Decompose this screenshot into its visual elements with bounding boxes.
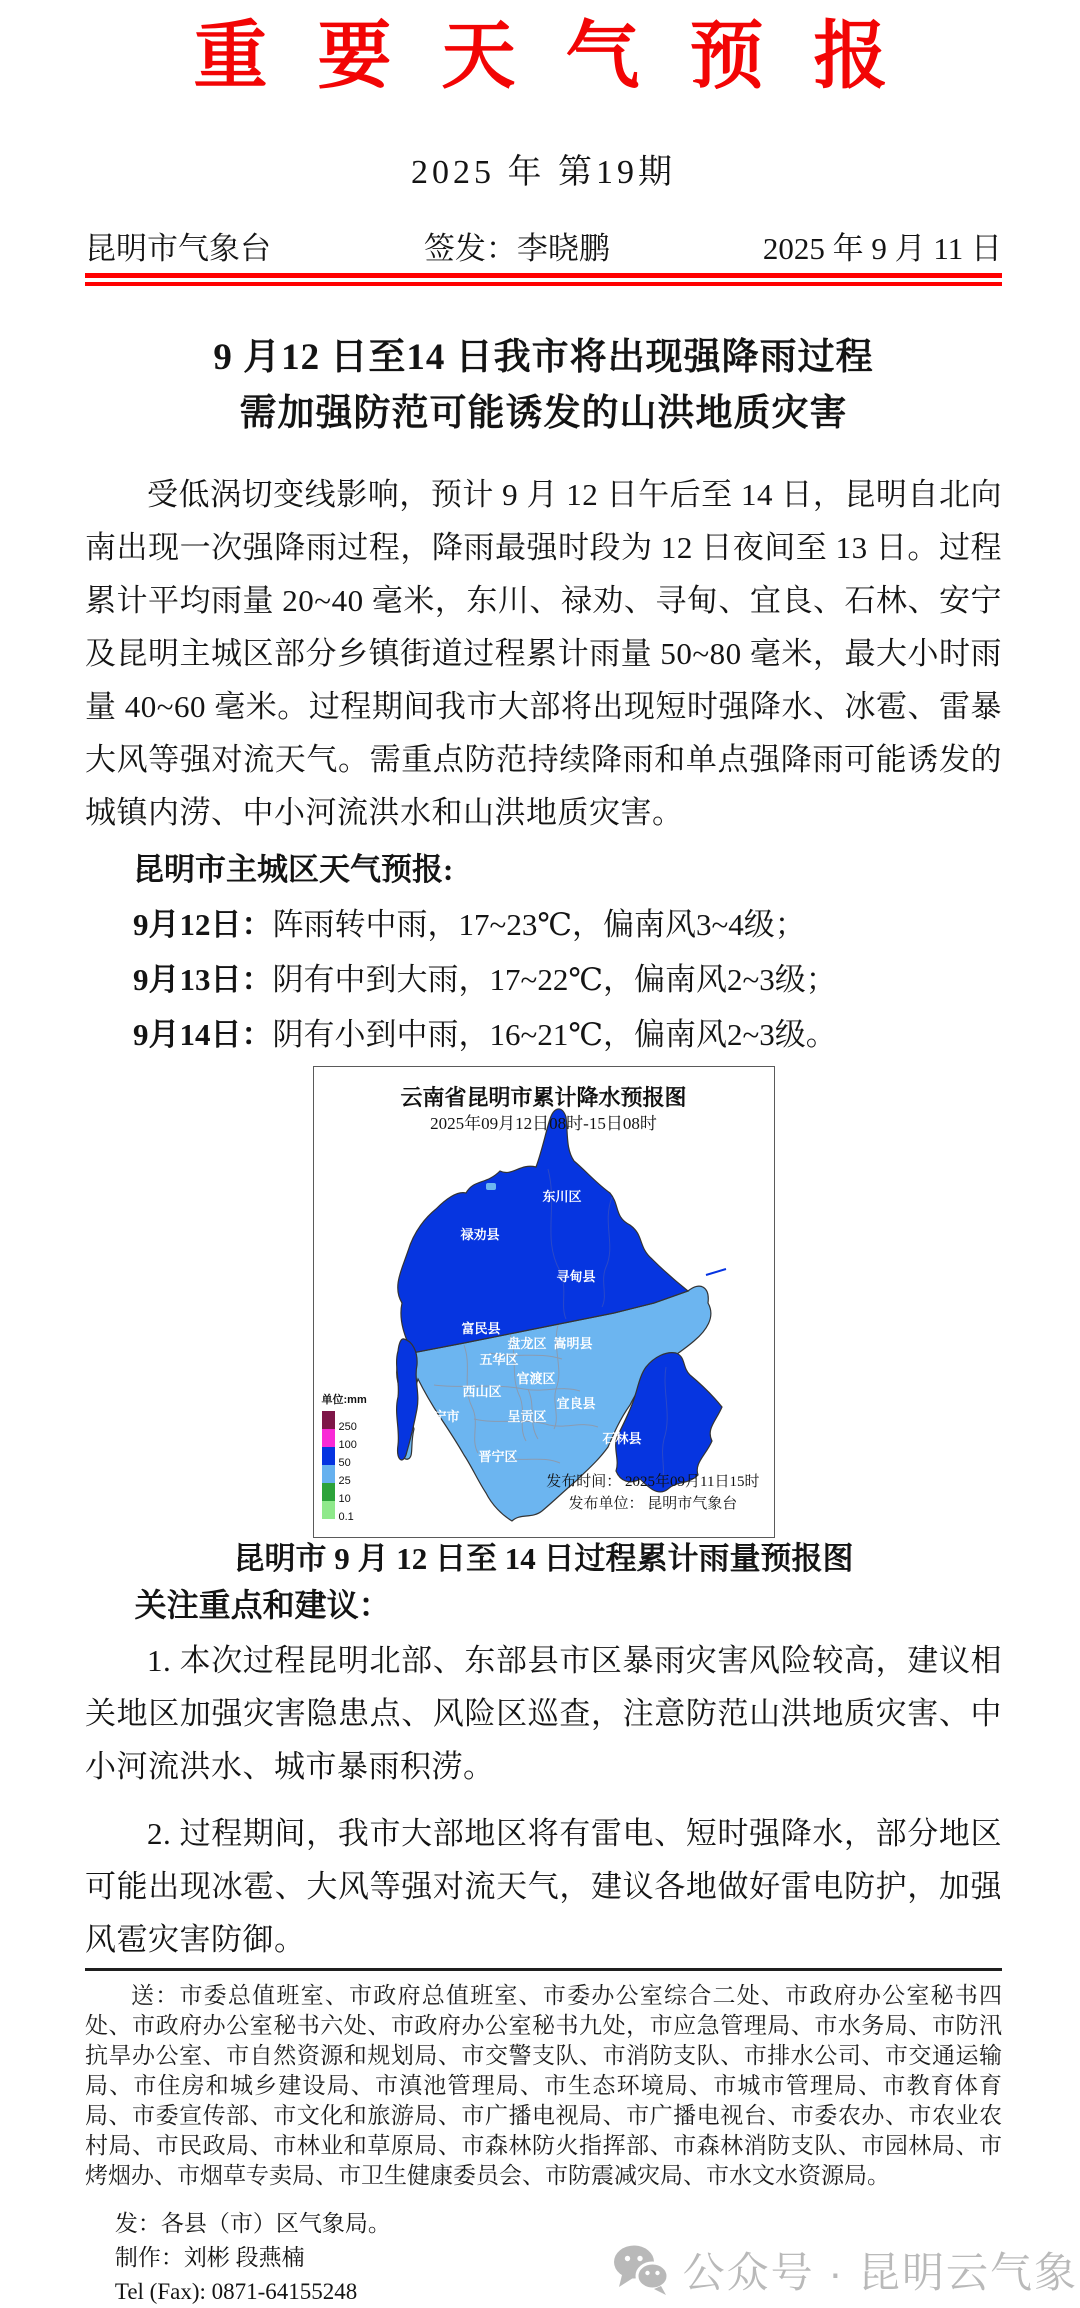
map-issue-info <box>546 1471 759 1515</box>
legend-title: 单位:mm <box>321 1394 367 1406</box>
forecast-line-day1 <box>85 897 1002 952</box>
district-label: 安宁市 <box>419 1409 460 1424</box>
main-heading <box>85 330 1002 442</box>
map-issued-by: 发布单位： 昆明市气象台 <box>568 1496 738 1512</box>
district-label: 五华区 <box>478 1352 519 1367</box>
tel-fax-line: Tel (Fax): 0871-64155248 <box>114 2279 358 2304</box>
map-detail-line <box>706 1269 726 1275</box>
forecast-text: 阴有中到大雨，17~22℃，偏南风2~3级； <box>272 962 837 997</box>
forecast-date: 9月12日： <box>133 907 273 942</box>
legend-label: 25 <box>338 1475 351 1487</box>
legend-swatch <box>322 1429 335 1447</box>
legend-swatch <box>322 1465 335 1483</box>
issue-number: 2025 年 第19期 <box>411 154 676 191</box>
footer-rule <box>85 1968 1002 1971</box>
produced-by-line: 制作：刘彬 段燕楠 <box>114 2245 305 2270</box>
city-forecast-title: 昆明市主城区天气预报: <box>133 852 454 887</box>
legend-swatch <box>322 1501 335 1519</box>
forecast-date: 9月13日： <box>133 962 273 997</box>
district-label: 盘龙区 <box>506 1336 547 1351</box>
legend-swatch <box>322 1447 335 1465</box>
map-title: 云南省昆明市累计降水预报图 <box>400 1085 687 1110</box>
district-label: 宜良县 <box>555 1396 596 1411</box>
legend-label: 0.1 <box>338 1511 354 1523</box>
map-legend-rows <box>322 1411 367 1523</box>
heading-line-2: 需加强防范可能诱发的山洪地质灾害 <box>239 393 848 434</box>
forecast-text: 阴有小到中雨，16~21℃，偏南风2~3级。 <box>272 1017 837 1052</box>
wechat-icon <box>611 2243 671 2297</box>
district-label: 嵩明县 <box>552 1336 593 1351</box>
forecast-line-day2 <box>85 952 1002 1007</box>
distribution-list: 送：市委总值班室、市政府总值班室、市委办公室综合二处、市政府办公室秘书四处、市政府办公室秘书六处、市政府办公室秘书九处，市应急管理局、市水务局、市防汛抗旱办公室、市自然资源和规划局、市交警支队、市消防支队、市排水公司、市交通运输局、市住房和城乡建设局、市滇池管理局、市生态环境局、市城市管理局、市教育体育局、市委宣传部、市文化和旅游局、市广播电视局、市广播电视台、市委农办、市农业农村局、市民政局、市林业和草原局、市森林防火指挥部、市森林消防支队、市园林局、市烤烟办、市烟草专卖局、市卫生健康委员会、市防震减灾局、市水文水资源局。 <box>85 1983 1002 2188</box>
city-forecast-list <box>85 897 1002 1062</box>
district-label: 石林县 <box>601 1431 642 1446</box>
kunming-map <box>314 1067 774 1537</box>
legend-row <box>322 1411 367 1433</box>
district-label: 晋宁区 <box>477 1449 518 1464</box>
district-label: 东川区 <box>541 1189 582 1204</box>
map-caption: 昆明市 9 月 12 日至 14 日过程累计雨量预报图 <box>233 1541 854 1576</box>
document-header-row <box>85 229 1002 269</box>
legend-swatch <box>322 1483 335 1501</box>
rainfall-legend <box>321 1391 367 1523</box>
precipitation-map-figure <box>313 1066 775 1538</box>
legend-label: 50 <box>338 1457 351 1469</box>
legend-swatch <box>322 1411 335 1429</box>
district-label: 西山区 <box>461 1384 502 1399</box>
forecast-date: 9月14日： <box>133 1017 273 1052</box>
forecast-text: 阵雨转中雨，17~23℃，偏南风3~4级； <box>272 907 806 942</box>
legend-label: 250 <box>338 1421 357 1433</box>
map-region-heavy-rain-west <box>396 1339 417 1460</box>
map-issued-time: 发布时间： 2025年09月11日15时 <box>546 1474 760 1490</box>
heading-line-1: 9 月12 日至14 日我市将出现强降雨过程 <box>213 337 874 378</box>
signed-by: 签发：李晓鹏 <box>423 231 610 266</box>
district-label: 富民县 <box>460 1321 501 1336</box>
watermark-text: 公众号 · 昆明云气象 <box>682 2249 1078 2296</box>
forecast-summary-paragraph: 受低涡切变线影响，预计 9 月 12 日午后至 14 日，昆明自北向南出现一次强降雨过程，降雨最强时段为 12 日夜间至 13 日。过程累计平均雨量 20~40 毫米，东川、禄劝、寻甸、宜良、石林、安宁及昆明主城区部分乡镇街道过程累计雨量 50~80 毫米，最大小时雨量 40~60 毫米。过程期间我市大部将出现短时强降水、冰雹、雷暴大风等强对流天气。需重点防范持续降雨和单点强降雨可能诱发的城镇内涝、中小河流洪水和山洪地质灾害。 <box>85 477 1002 830</box>
advice-section-title: 关注重点和建议： <box>134 1587 391 1623</box>
district-label: 寻甸县 <box>555 1269 596 1284</box>
forecast-line-day3 <box>85 1007 1002 1062</box>
map-detail-patch <box>486 1183 496 1190</box>
district-label: 官渡区 <box>515 1371 556 1386</box>
legend-label: 100 <box>338 1439 357 1451</box>
sent-to-line: 发：各县（市）区气象局。 <box>114 2211 391 2236</box>
issuing-office: 昆明市气象台 <box>85 231 271 266</box>
district-label: 禄劝县 <box>459 1227 500 1242</box>
legend-label: 10 <box>338 1493 351 1505</box>
wechat-watermark <box>611 2240 1078 2300</box>
document-title: 重要天气预报 <box>193 16 938 98</box>
red-double-rule <box>85 273 1002 286</box>
advice-item-1: 1. 本次过程昆明北部、东部县市区暴雨灾害风险较高，建议相关地区加强灾害隐患点、风险区巡查，注意防范山洪地质灾害、中小河流洪水、城市暴雨积涝。 <box>85 1643 1002 1784</box>
issue-date: 2025 年 9 月 11 日 <box>762 231 1002 266</box>
map-subtitle: 2025年09月12日08时-15日08时 <box>430 1114 657 1133</box>
district-label: 呈贡区 <box>506 1409 547 1424</box>
advice-item-2: 2. 过程期间，我市大部地区将有雷电、短时强降水，部分地区可能出现冰雹、大风等强对流天气，建议各地做好雷电防护，加强风雹灾害防御。 <box>85 1816 1002 1957</box>
